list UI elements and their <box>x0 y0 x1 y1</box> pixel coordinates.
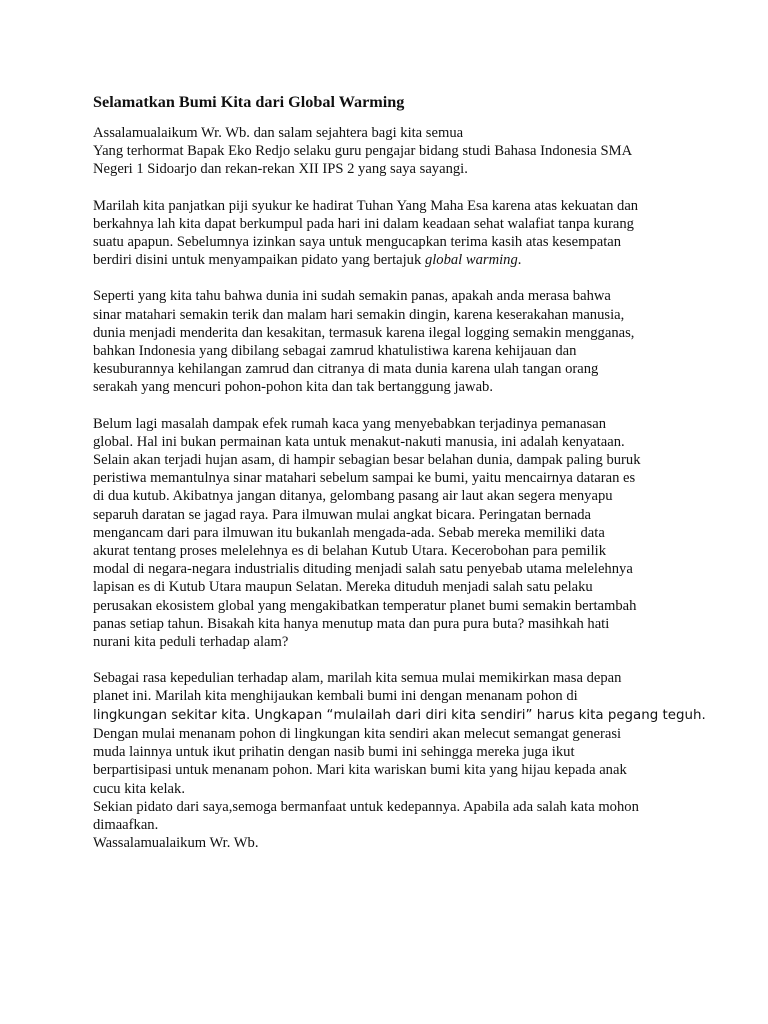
text-line: global. Hal ini bukan permainan kata untuk menakut-nakuti manusia, ini adalah kenyataan. <box>93 433 625 450</box>
text-line: dunia menjadi menderita dan kesakitan, termasuk karena ilegal logging semakin mengganas, <box>93 324 635 341</box>
document-page <box>93 92 706 852</box>
text-run-sans: harus kita pegang teguh. <box>532 707 706 723</box>
text-line <box>93 706 706 725</box>
text-line <box>93 251 683 269</box>
text-line: Negeri 1 Sidoarjo dan rekan-rekan XII IPS 2 yang saya sayangi. <box>93 161 468 178</box>
italic-topic: global warming <box>424 252 518 269</box>
text-line: separuh daratan se jagad raya. Para ilmuwan mulai angkat bicara. Peringatan bernada <box>93 506 591 523</box>
paragraph-greenhouse <box>93 415 683 652</box>
text-line: sinar matahari semakin terik dan malam hari semakin dingin, karena keserakahan manusia, <box>93 306 625 323</box>
document-body <box>93 124 706 852</box>
text-line: lapisan es di Kutub Utara maupun Selatan. Mereka dituduh menjadi salah satu pelaku <box>93 579 593 596</box>
text-line: Yang terhormat Bapak Eko Redjo selaku guru pengajar bidang studi Bahasa Indonesia SMA <box>93 143 633 160</box>
text-run: berdiri disini untuk menyampaikan pidato yang bertajuk <box>93 252 425 269</box>
text-line: berkahnya lah kita dapat berkumpul pada hari ini dalam keadaan sehat walafiat tanpa kurang <box>93 215 634 232</box>
text-line: di dua kutub. Akibatnya jangan ditanya, gelombang pasang air laut akan segera menyapu <box>93 488 613 505</box>
text-line: modal di negara-negara industrialis dituding menjadi salah satu penyebab utama melelehnya <box>93 561 633 578</box>
text-line: mengancam dari para ilmuwan itu bukanlah mengada-ada. Sebab mereka memiliki data <box>93 524 605 541</box>
text-line: muda lainnya untuk ikut prihatin dengan nasib bumi ini sehingga mereka juga ikut <box>93 744 575 761</box>
text-line: planet ini. Marilah kita menghijaukan kembali bumi ini dengan menanam pohon di <box>93 688 578 705</box>
text-line: peristiwa memantulnya sinar matahari sebelum sampai ke bumi, yaitu mencairnya dataran es <box>93 470 636 487</box>
text-line: Marilah kita panjatkan piji syukur ke hadirat Tuhan Yang Maha Esa karena atas kekuatan dan <box>93 197 639 214</box>
text-line: Seperti yang kita tahu bahwa dunia ini sudah semakin panas, apakah anda merasa bahwa <box>93 288 611 305</box>
text-line: Belum lagi masalah dampak efek rumah kaca yang menyebabkan terjadinya pemanasan <box>93 415 607 432</box>
text-line: berpartisipasi untuk menanam pohon. Mari kita wariskan bumi kita yang hijau kepada anak <box>93 762 627 779</box>
text-line: bahkan Indonesia yang dibilang sebagai zamrud khatulistiwa karena kehijauan dan <box>93 343 577 360</box>
document-title: Selamatkan Bumi Kita dari Global Warming <box>93 93 405 111</box>
text-line: serakah yang mencuri pohon-pohon kita dan tak bertanggung jawab. <box>93 379 493 396</box>
text-line: cucu kita kelak. <box>93 780 185 797</box>
text-line: dimaafkan. <box>93 816 159 833</box>
text-line: Assalamualaikum Wr. Wb. dan salam sejahtera bagi kita semua <box>93 125 464 141</box>
text-line: nurani kita peduli terhadap alam? <box>93 634 289 651</box>
paragraph-greeting <box>93 124 683 179</box>
text-line: suatu apapun. Sebelumnya izinkan saya untuk mengucapkan terima kasih atas kesempatan <box>93 234 622 251</box>
text-line: akurat tentang proses melelehnya es di belahan Kutub Utara. Kecerobohan para pemilik <box>93 543 607 560</box>
text-line: Sekian pidato dari saya,semoga bermanfaat untuk kedepannya. Apabila ada salah kata mohon <box>93 798 639 815</box>
text-line: kesuburannya kehilangan zamrud dan citranya di mata dunia karena ulah tangan orang <box>93 361 599 378</box>
text-run-sans: lingkungan sekitar kita. Ungkapan “mulailah dari diri kita sendiri” <box>93 707 533 723</box>
paragraph-opening <box>93 197 683 270</box>
paragraph-problem <box>93 287 683 396</box>
paragraph-closing <box>93 669 706 852</box>
text-line: perusakan ekosistem global yang mengakibatkan temperatur planet bumi semakin bertambah <box>93 597 637 614</box>
text-line: Wassalamualaikum Wr. Wb. <box>93 835 259 852</box>
text-line: Selain akan terjadi hujan asam, di hampir sebagian besar belahan dunia, dampak paling buruk <box>93 452 641 469</box>
text-line: Sebagai rasa kepedulian terhadap alam, marilah kita semua mulai memikirkan masa depan <box>93 670 622 687</box>
text-line: Dengan mulai menanam pohon di lingkungan kita sendiri akan melecut semangat generasi <box>93 725 622 742</box>
text-run: . <box>517 252 522 269</box>
text-line: panas setiap tahun. Bisakah kita hanya menutup mata dan pura pura buta? masihkah hati <box>93 615 610 632</box>
